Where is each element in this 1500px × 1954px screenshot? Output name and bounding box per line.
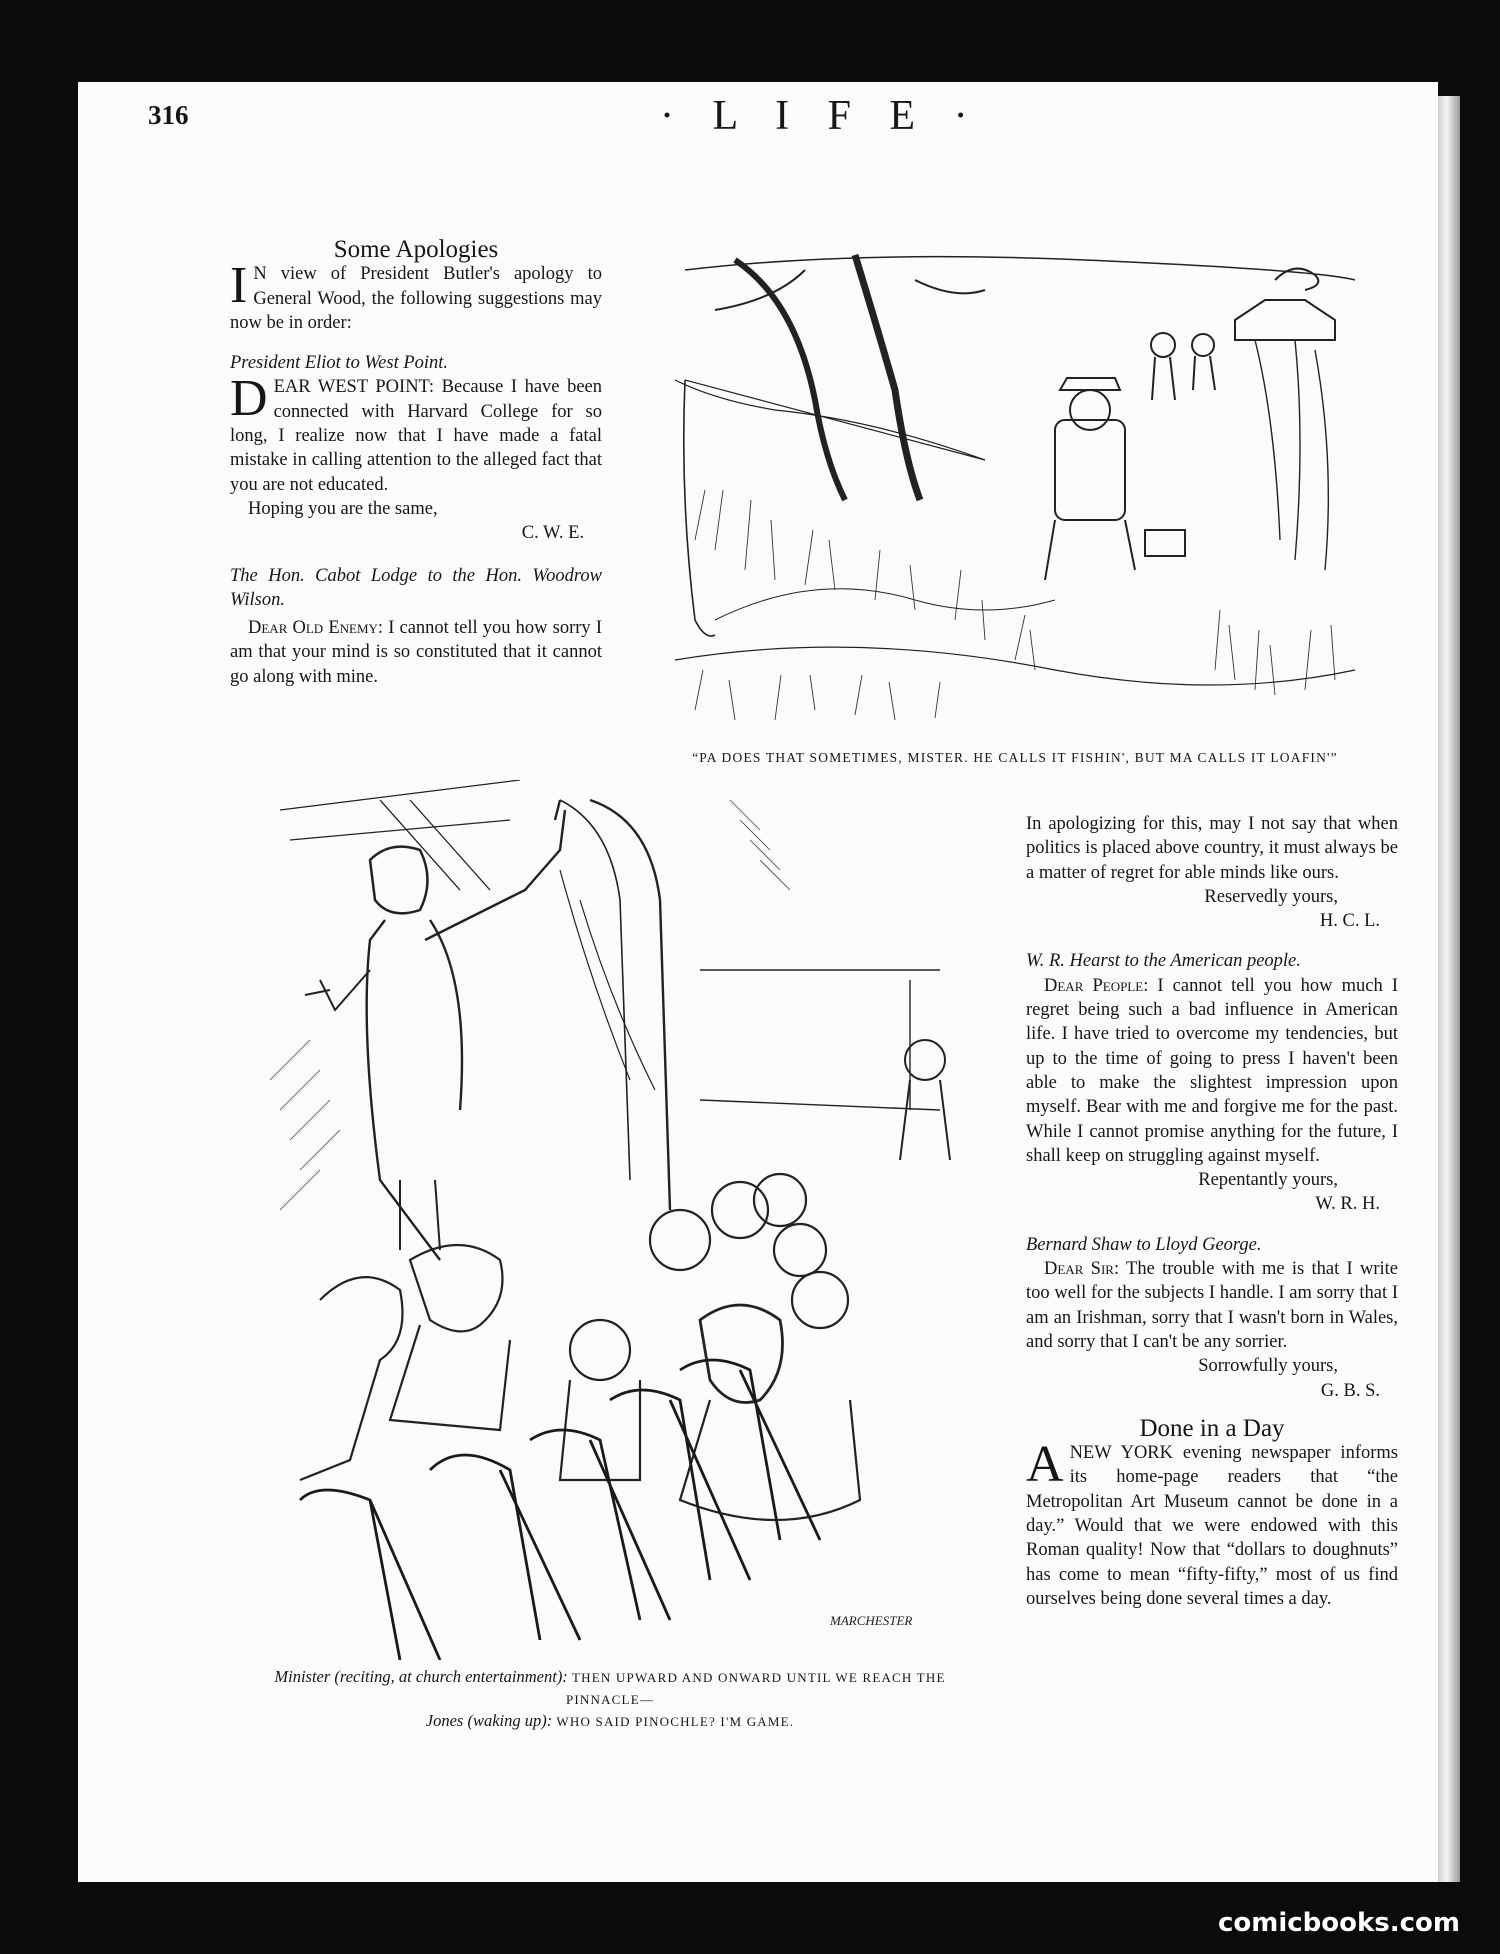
letter-signature: H. C. L. xyxy=(1319,911,1380,932)
caption-speaker: Minister (reciting, at church entertainment): xyxy=(274,1667,568,1686)
caption-line: THEN UPWARD AND ONWARD UNTIL WE REACH THE PINNACLE— xyxy=(565,1670,946,1707)
letter-body: DEAR WEST POINT: Because I have been connected with Harvard College for so long, I realize now that I have made a fatal mistake in calling attention to the alleged fact that you are not educated. xyxy=(230,370,602,495)
letter-closing: Reservedly yours, xyxy=(1204,886,1338,907)
fishing-cartoon-caption: “PA DOES THAT SOMETIMES, MISTER. HE CALLS IT FISHIN', BUT MA CALLS IT LOAFIN'” xyxy=(692,750,1338,765)
artist-signature: MARCHESTER xyxy=(830,1613,913,1628)
letter-heading: President Eliot to West Point. xyxy=(230,353,449,374)
letter-closing: Hoping you are the same, xyxy=(248,498,438,519)
masthead: · L I F E · xyxy=(660,93,982,139)
article-title-apologies: Some Apologies xyxy=(333,236,499,263)
church-cartoon-illustration xyxy=(260,780,960,1660)
right-column xyxy=(1026,812,1398,1611)
intro-paragraph: I N view of President Butler's apology to General Wood, the following suggestions may now be in order: xyxy=(230,257,602,333)
letter-closing: Sorrowfully yours, xyxy=(1198,1356,1338,1377)
drop-cap: D xyxy=(230,370,268,428)
letter-signature: C. W. E. xyxy=(521,523,584,544)
letter-signature: G. B. S. xyxy=(1320,1380,1380,1401)
caption-speaker: Jones (waking up): xyxy=(425,1711,553,1730)
letter-heading: W. R. Hearst to the American people. xyxy=(1026,951,1301,972)
drop-cap: A xyxy=(1026,1436,1064,1494)
letter-body: Dear Old Enemy: I cannot tell you how sorry I am that your mind is so constituted that it cannot go along with mine. xyxy=(230,618,602,687)
page-number: 316 xyxy=(148,100,189,130)
article-body: A NEW YORK evening newspaper informs its home-page readers that “the Metropolitan Art Museum cannot be done in a day.” Would that we were endowed with this Roman quality! Now that “dollars to doughnuts” has come to mean “fifty-fifty,” most of us find ourselves being done several times a day. xyxy=(1026,1436,1398,1609)
letter-body: Dear Sir: The trouble with me is that I write too well for the subjects I handle. I am sorry that I am an Irishman, sorry that I wasn't born in Wales, and sorry that I can't be any sorrier. xyxy=(1026,1259,1398,1352)
adjacent-page-edge xyxy=(1438,96,1460,1882)
letter-body: Dear People: I cannot tell you how much I regret being such a bad influence in American life. I have tried to overcome my tendencies, but up to the time of going to press I haven't been able to make the slightest impression upon myself. Bear with me and forgive me for the past. While I cannot promise anything for the future, I shall keep on struggling against myself. xyxy=(1026,975,1398,1166)
left-column xyxy=(230,238,602,689)
church-cartoon-caption xyxy=(270,1666,950,1732)
fishing-cartoon-illustration xyxy=(655,240,1375,740)
article-title-done-in-a-day: Done in a Day xyxy=(1139,1414,1285,1442)
drop-cap: I xyxy=(230,257,248,315)
letter-signature: W. R. H. xyxy=(1315,1194,1380,1215)
letter-heading: Bernard Shaw to Lloyd George. xyxy=(1026,1234,1262,1255)
caption-line: WHO SAID PINOCHLE? I'M GAME. xyxy=(552,1714,795,1729)
watermark-logo: comicbooks.com xyxy=(1217,1908,1460,1938)
letter-body-continued: In apologizing for this, may I not say that when politics is placed above country, it must always be a matter of regret for able minds like ours. xyxy=(1026,814,1398,883)
letter-closing: Repentantly yours, xyxy=(1198,1170,1338,1191)
letter-heading: The Hon. Cabot Lodge to the Hon. Woodrow Wilson. xyxy=(230,565,602,610)
